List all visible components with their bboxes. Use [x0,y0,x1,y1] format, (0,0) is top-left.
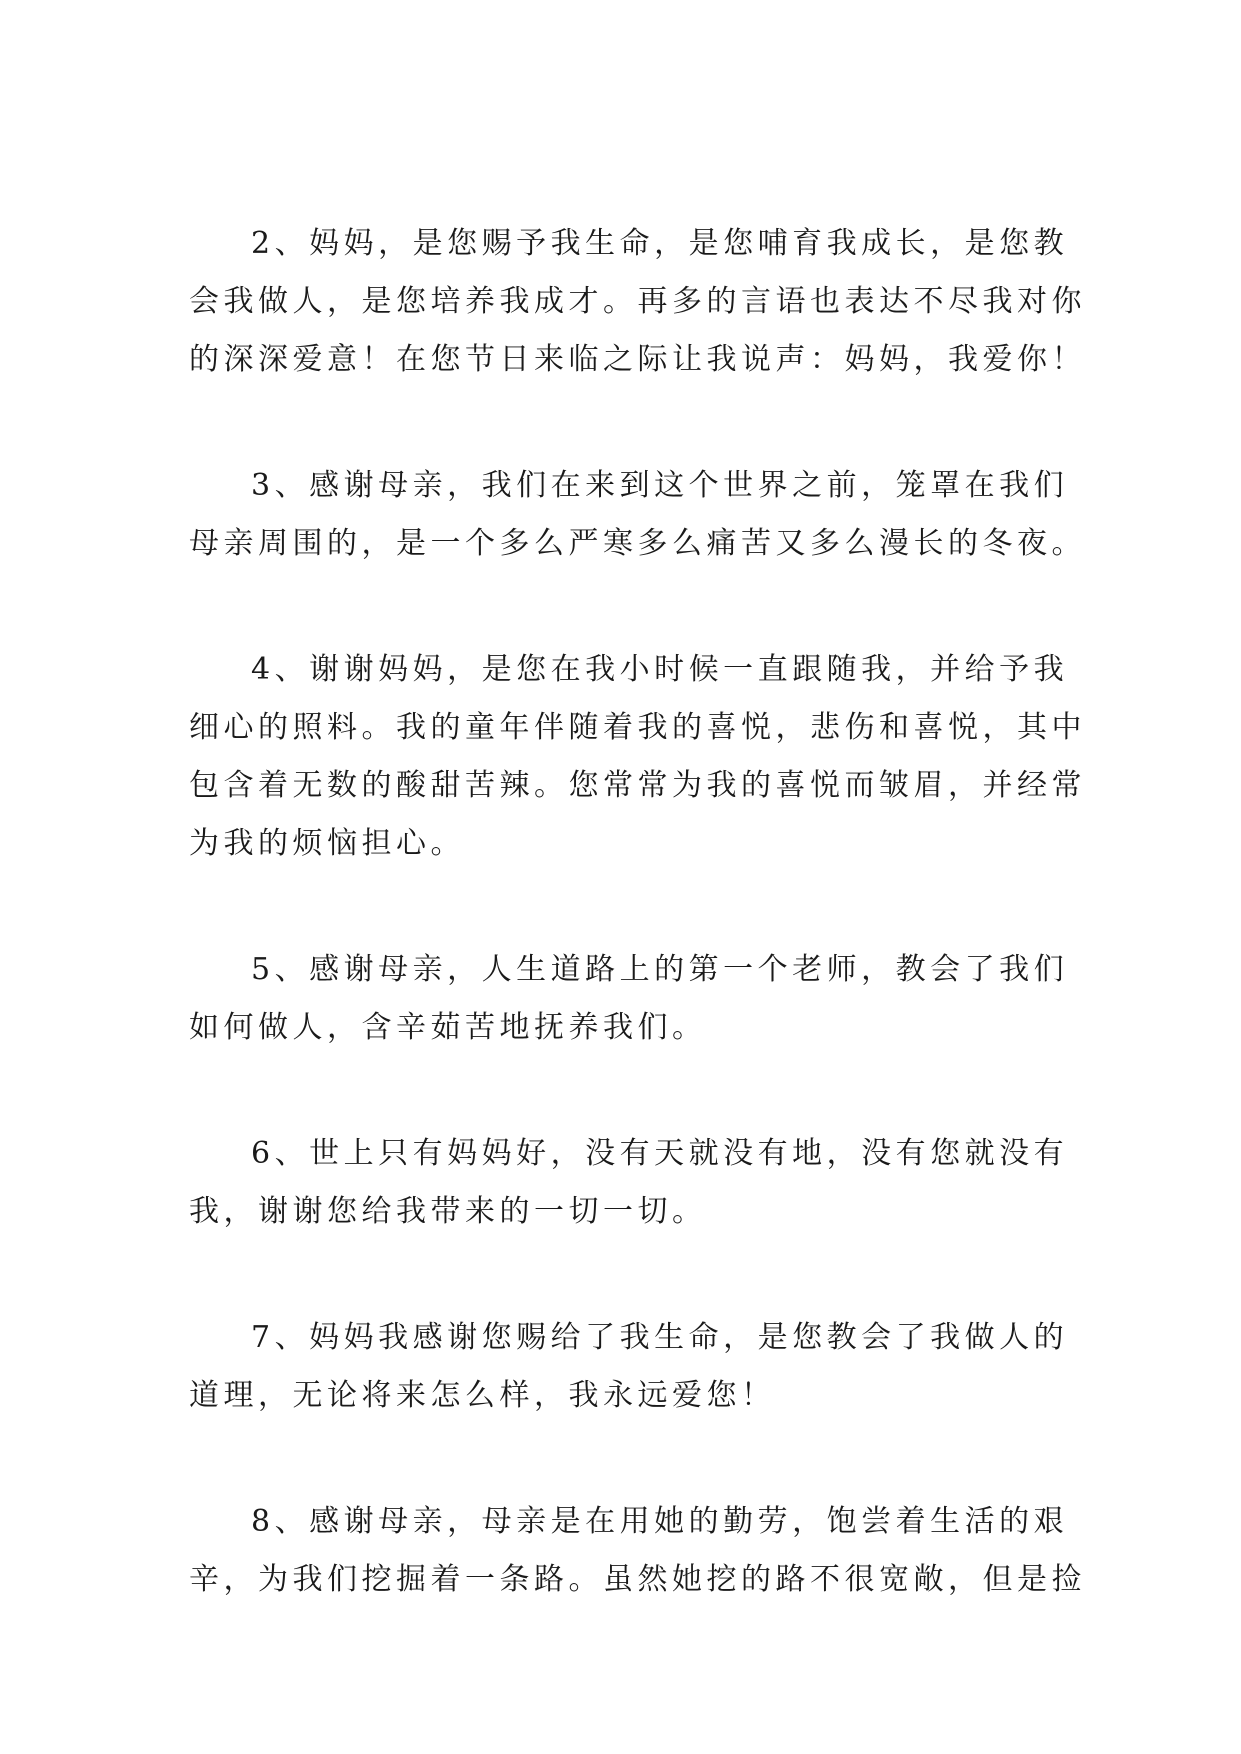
paragraph-7 [189,1309,1069,1425]
paragraph-line: 的深深爱意！在您节日来临之际让我说声：妈妈，我爱你！ [189,342,1086,377]
paragraph-line: 5、感谢母亲，人生道路上的第一个老师，教会了我们 [251,952,1069,987]
paragraph-line: 4、谢谢妈妈，是您在我小时候一直跟随我，并给予我 [251,652,1069,687]
paragraph-6 [189,1125,1069,1241]
paragraph-line: 会我做人，是您培养我成才。再多的言语也表达不尽我对你 [189,284,1086,319]
paragraph-line: 道理，无论将来怎么样，我永远爱您！ [189,1378,776,1413]
paragraph-line: 8、感谢母亲，母亲是在用她的勤劳，饱尝着生活的艰 [251,1504,1069,1539]
paragraph-2 [189,215,1086,389]
paragraph-3 [189,457,1086,573]
paragraph-line: 我，谢谢您给我带来的一切一切。 [189,1194,707,1229]
paragraph-line: 细心的照料。我的童年伴随着我的喜悦，悲伤和喜悦，其中 [189,710,1086,745]
paragraph-line: 包含着无数的酸甜苦辣。您常常为我的喜悦而皱眉，并经常 [189,768,1086,803]
paragraph-line: 辛，为我们挖掘着一条路。虽然她挖的路不很宽敞，但是捡 [189,1562,1086,1597]
paragraph-4 [189,641,1086,873]
paragraph-line: 如何做人，含辛茹苦地抚养我们。 [189,1010,707,1045]
paragraph-line: 为我的烦恼担心。 [189,826,465,861]
paragraph-line: 2、妈妈，是您赐予我生命，是您哺育我成长，是您教 [251,226,1069,261]
paragraph-8 [189,1493,1086,1609]
paragraph-line: 7、妈妈我感谢您赐给了我生命，是您教会了我做人的 [251,1320,1069,1355]
paragraph-line: 3、感谢母亲，我们在来到这个世界之前，笼罩在我们 [251,468,1069,503]
paragraph-line: 母亲周围的，是一个多么严寒多么痛苦又多么漫长的冬夜。 [189,526,1086,561]
paragraph-5 [189,941,1069,1057]
paragraph-line: 6、世上只有妈妈好，没有天就没有地，没有您就没有 [251,1136,1069,1171]
document-body [189,215,1086,1677]
